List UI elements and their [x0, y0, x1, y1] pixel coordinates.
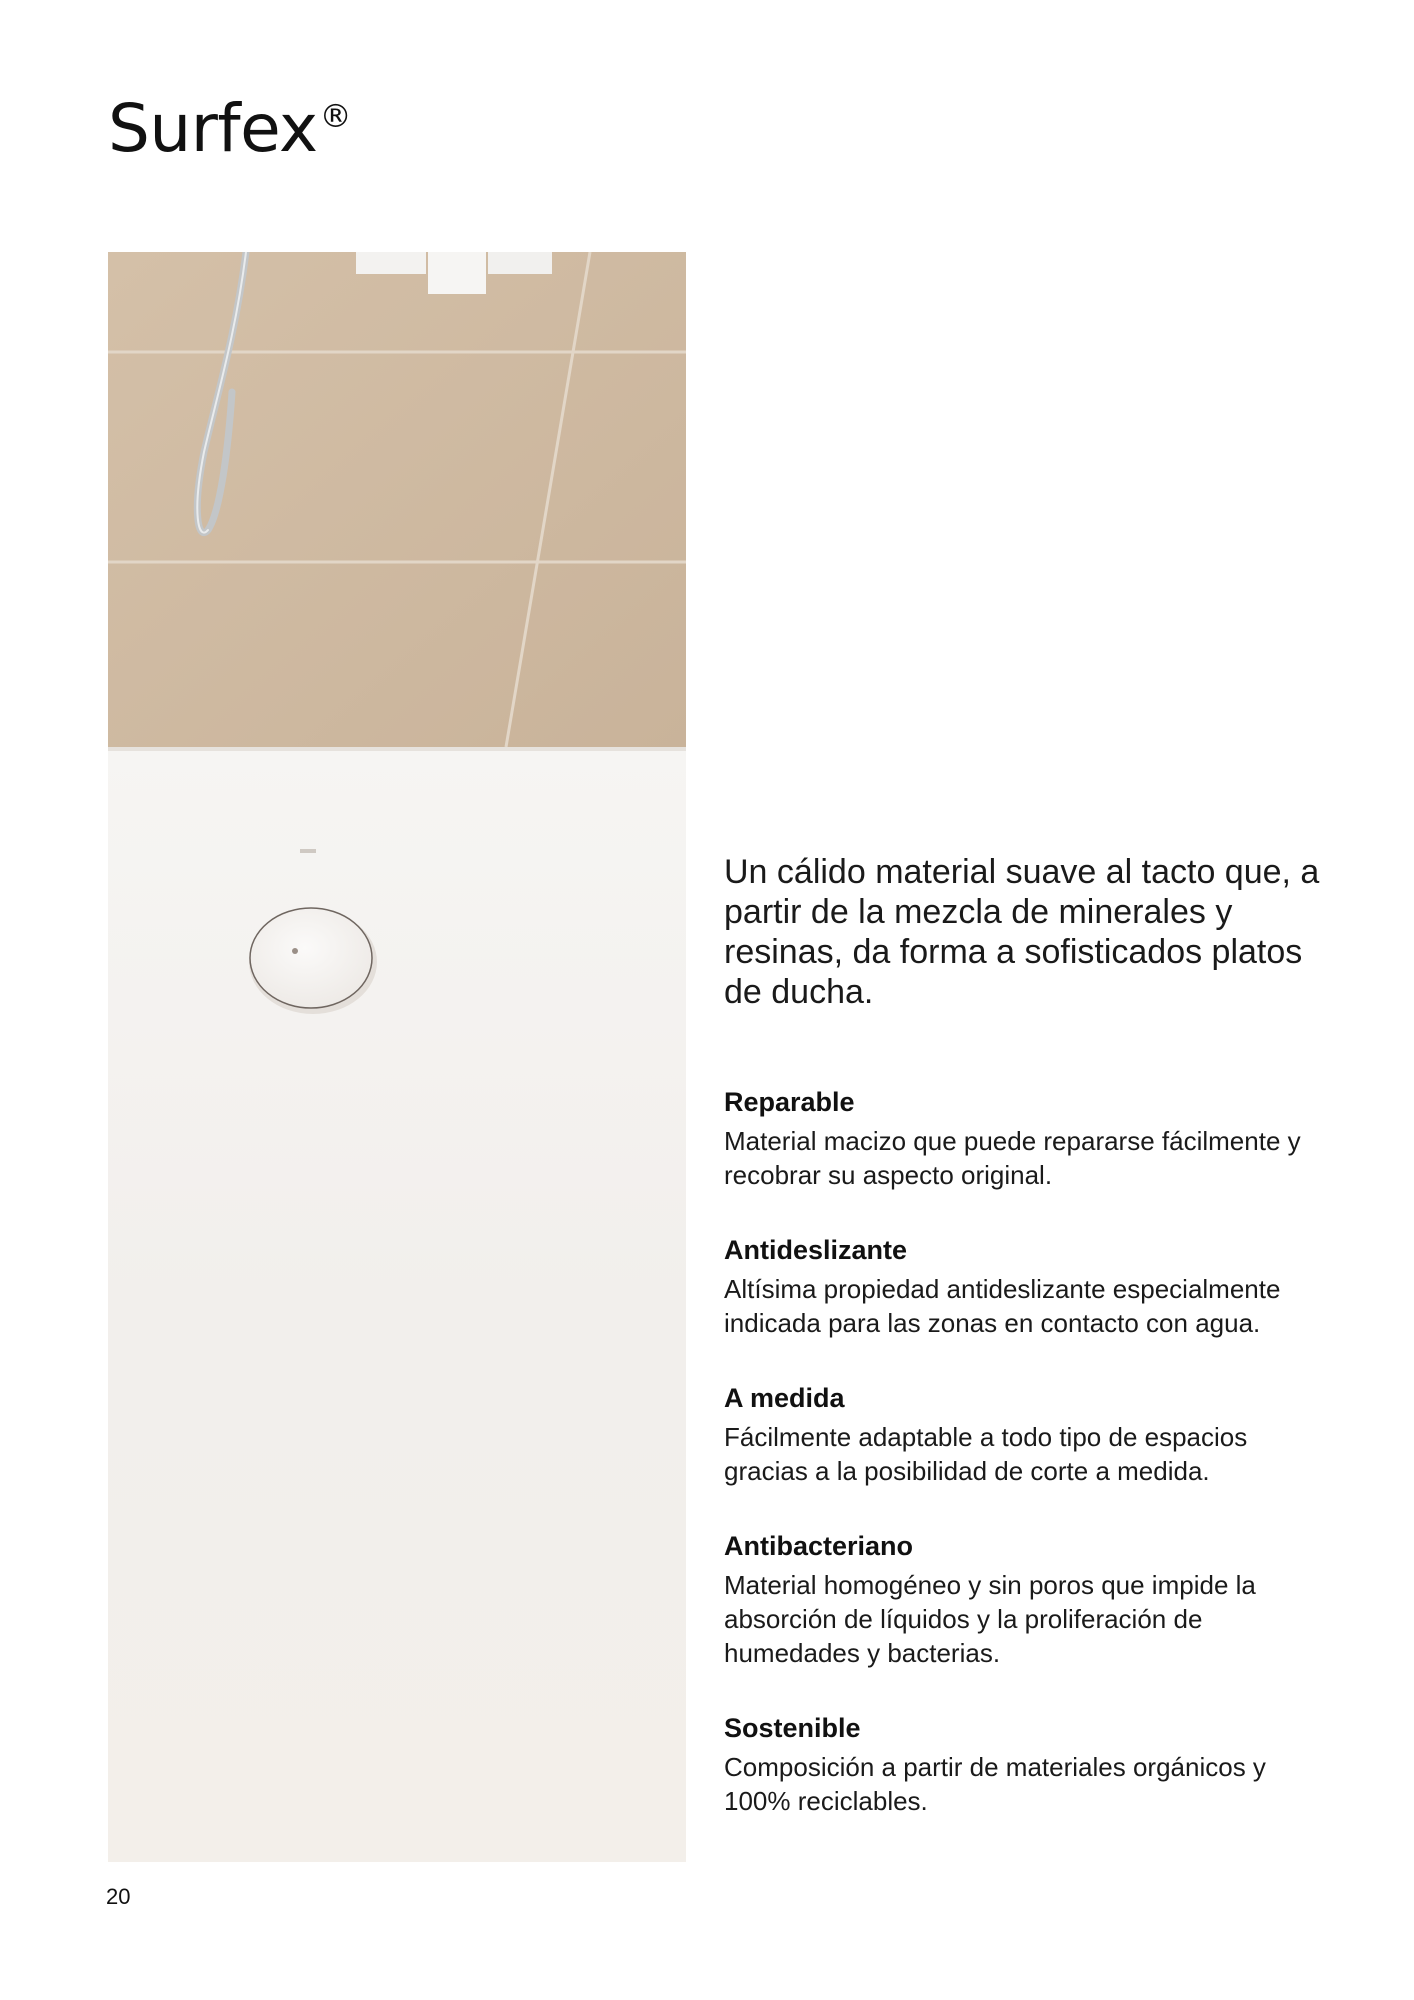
- intro-paragraph: Un cálido material suave al tacto que, a partir de la mezcla de minerales y resinas, da forma a sofisticados platos de ducha.: [724, 853, 1320, 1011]
- wall-control: [428, 252, 486, 294]
- wall-control: [356, 252, 426, 274]
- shower-tray: [108, 747, 686, 1862]
- tray-logo-mark: [300, 849, 316, 853]
- feature-text: Fácilmente adaptable a todo tipo de espacios gracias a la posibilidad de corte a medida.: [724, 1422, 1248, 1486]
- drain-cover: [250, 908, 372, 1008]
- wall-control: [488, 252, 552, 274]
- brand-title: [108, 90, 352, 167]
- feature-reparable: [724, 1086, 1324, 1192]
- feature-text: Material macizo que puede repararse fácilmente y recobrar su aspecto original.: [724, 1126, 1301, 1190]
- feature-title: Antideslizante: [724, 1235, 908, 1265]
- page-number: 20: [106, 1884, 131, 1909]
- feature-title: Sostenible: [724, 1713, 861, 1743]
- shower-tray-photo: [108, 252, 686, 1862]
- feature-a-medida: [724, 1382, 1324, 1488]
- drain-dot: [292, 948, 298, 954]
- feature-title: Reparable: [724, 1087, 855, 1117]
- registered-mark: ®: [319, 97, 352, 135]
- description-column: [724, 852, 1324, 1860]
- feature-title: A medida: [724, 1383, 845, 1413]
- feature-sostenible: [724, 1712, 1324, 1818]
- feature-text: Altísima propiedad antideslizante especialmente indicada para las zonas en contacto con agua.: [724, 1274, 1281, 1338]
- feature-title: Antibacteriano: [724, 1531, 914, 1561]
- brand-name: Surfex: [108, 90, 318, 167]
- shower-tray-illustration: [108, 252, 686, 1862]
- feature-antideslizante: [724, 1234, 1324, 1340]
- feature-text: Composición a partir de materiales orgánicos y 100% reciclables.: [724, 1752, 1266, 1816]
- feature-antibacteriano: [724, 1530, 1324, 1670]
- feature-text: Material homogéneo y sin poros que impide la absorción de líquidos y la proliferación de humedades y bacterias.: [724, 1570, 1256, 1668]
